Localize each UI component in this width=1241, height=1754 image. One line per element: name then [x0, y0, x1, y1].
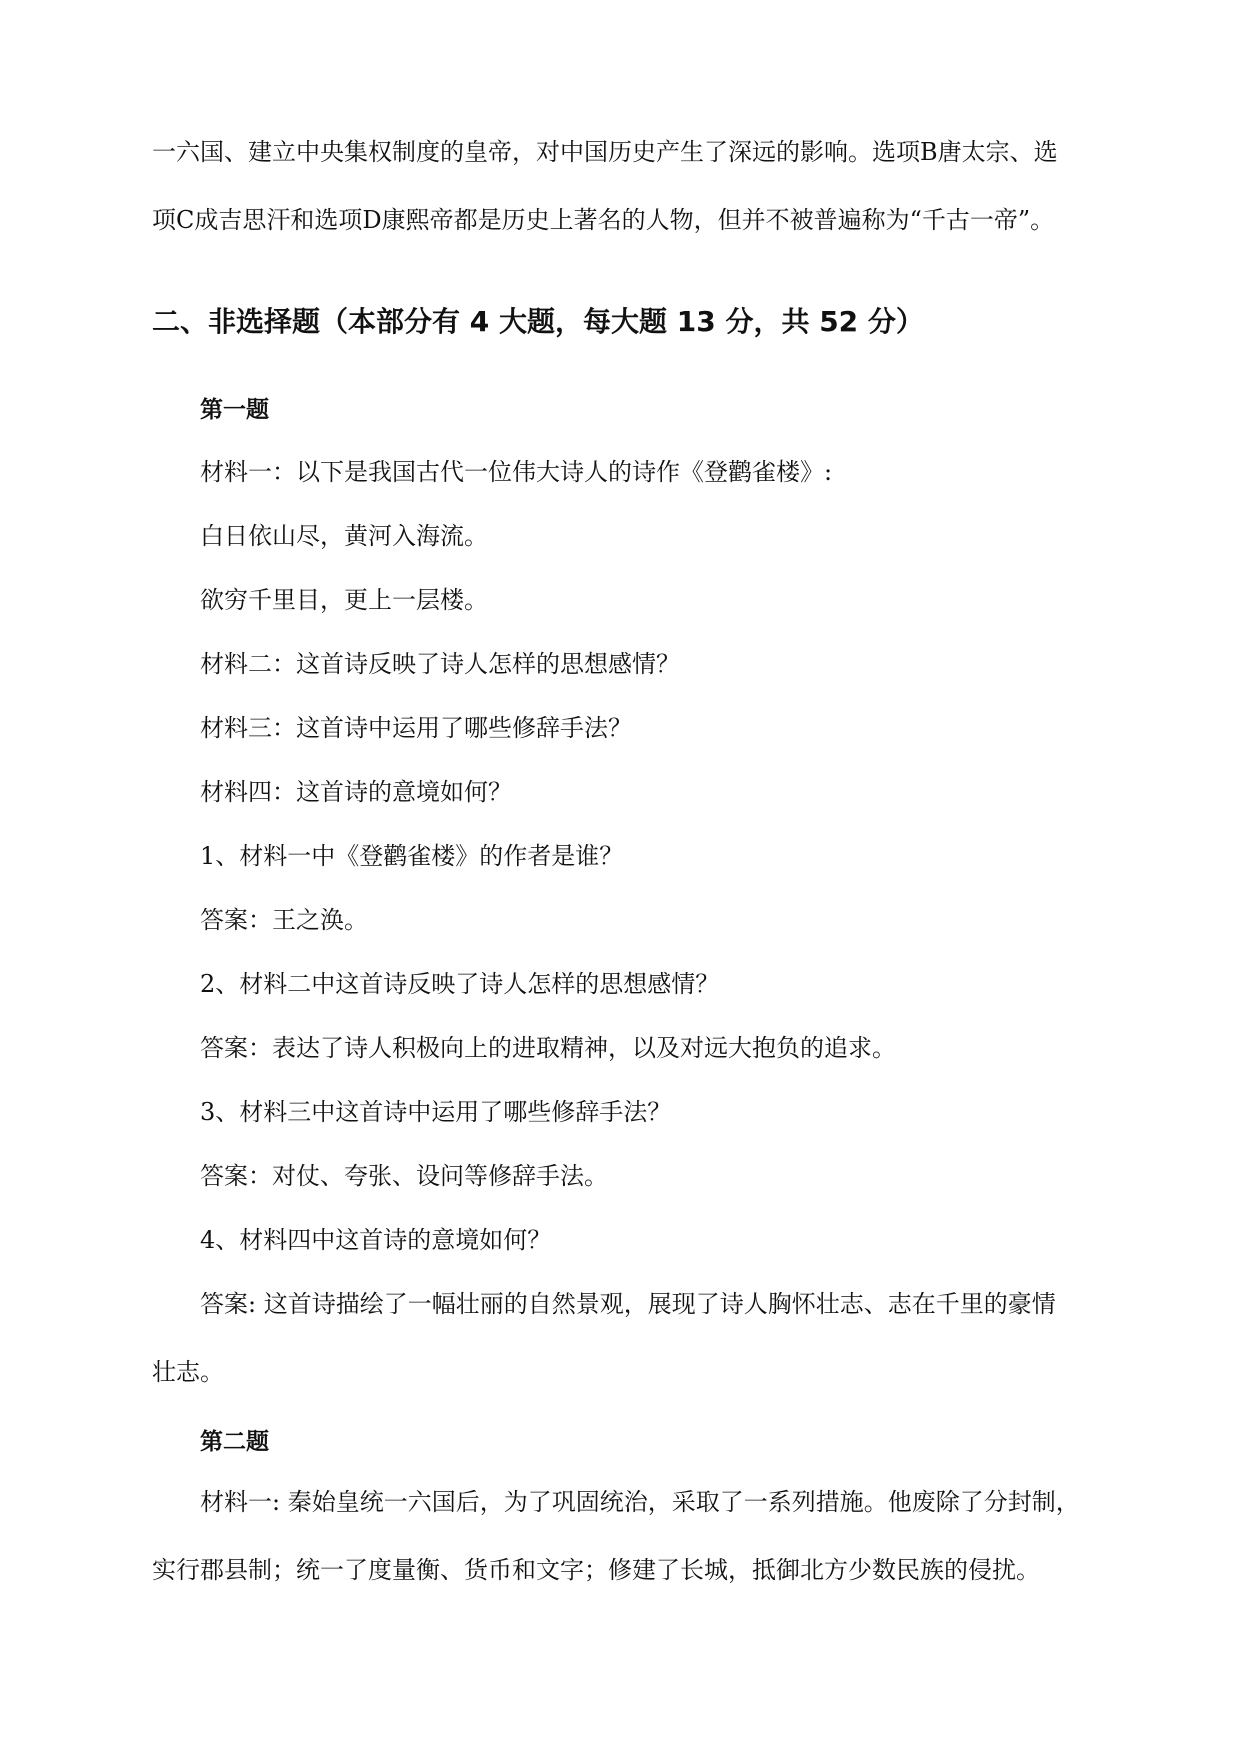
question-1-title: 第一题: [200, 397, 269, 423]
q1-answer-4-line-1: 答案: 这首诗描绘了一幅壮丽的自然景观，展现了诗人胸怀壮志、志在千里的豪情: [200, 1290, 1056, 1318]
q1-material-3: 材料三：这首诗中运用了哪些修辞手法？: [200, 714, 632, 742]
q1-answer-2: 答案：表达了诗人积极向上的进取精神，以及对远大抱负的追求。: [200, 1034, 896, 1062]
q1-poem-line-1: 白日依山尽，黄河入海流。: [200, 522, 488, 550]
intro-line-1: 一六国、建立中央集权制度的皇帝，对中国历史产生了深远的影响。选项B唐太宗、选: [152, 138, 1058, 166]
question-2-title: 第二题: [200, 1429, 269, 1455]
q1-answer-4-line-2: 壮志。: [152, 1358, 224, 1386]
q1-item-4: 4、材料四中这首诗的意境如何？: [200, 1226, 552, 1254]
q1-material-1: 材料一：以下是我国古代一位伟大诗人的诗作《登鹳雀楼》:: [200, 458, 833, 486]
q1-material-2: 材料二：这首诗反映了诗人怎样的思想感情？: [200, 650, 680, 678]
q1-answer-3: 答案：对仗、夸张、设问等修辞手法。: [200, 1162, 608, 1190]
q1-item-1: 1、材料一中《登鹳雀楼》的作者是谁？: [200, 842, 624, 870]
q1-poem-line-2: 欲穷千里目，更上一层楼。: [200, 586, 488, 614]
q1-item-2: 2、材料二中这首诗反映了诗人怎样的思想感情？: [200, 970, 720, 998]
intro-line-2: 项C成吉思汗和选项D康熙帝都是历史上著名的人物，但并不被普遍称为“千古一帝”。: [152, 206, 1055, 234]
q1-material-4: 材料四：这首诗的意境如何？: [200, 778, 512, 806]
q2-material-1-line-2: 实行郡县制；统一了度量衡、货币和文字；修建了长城，抵御北方少数民族的侵扰。: [152, 1556, 1040, 1584]
section-2-heading: 二、非选择题（本部分有 4 大题，每大题 13 分，共 52 分）: [152, 305, 924, 338]
q2-material-1-line-1: 材料一: 秦始皇统一六国后，为了巩固统治，采取了一系列措施。他废除了分封制，: [200, 1488, 1080, 1516]
q1-answer-1: 答案：王之涣。: [200, 906, 368, 934]
q1-item-3: 3、材料三中这首诗中运用了哪些修辞手法？: [200, 1098, 672, 1126]
